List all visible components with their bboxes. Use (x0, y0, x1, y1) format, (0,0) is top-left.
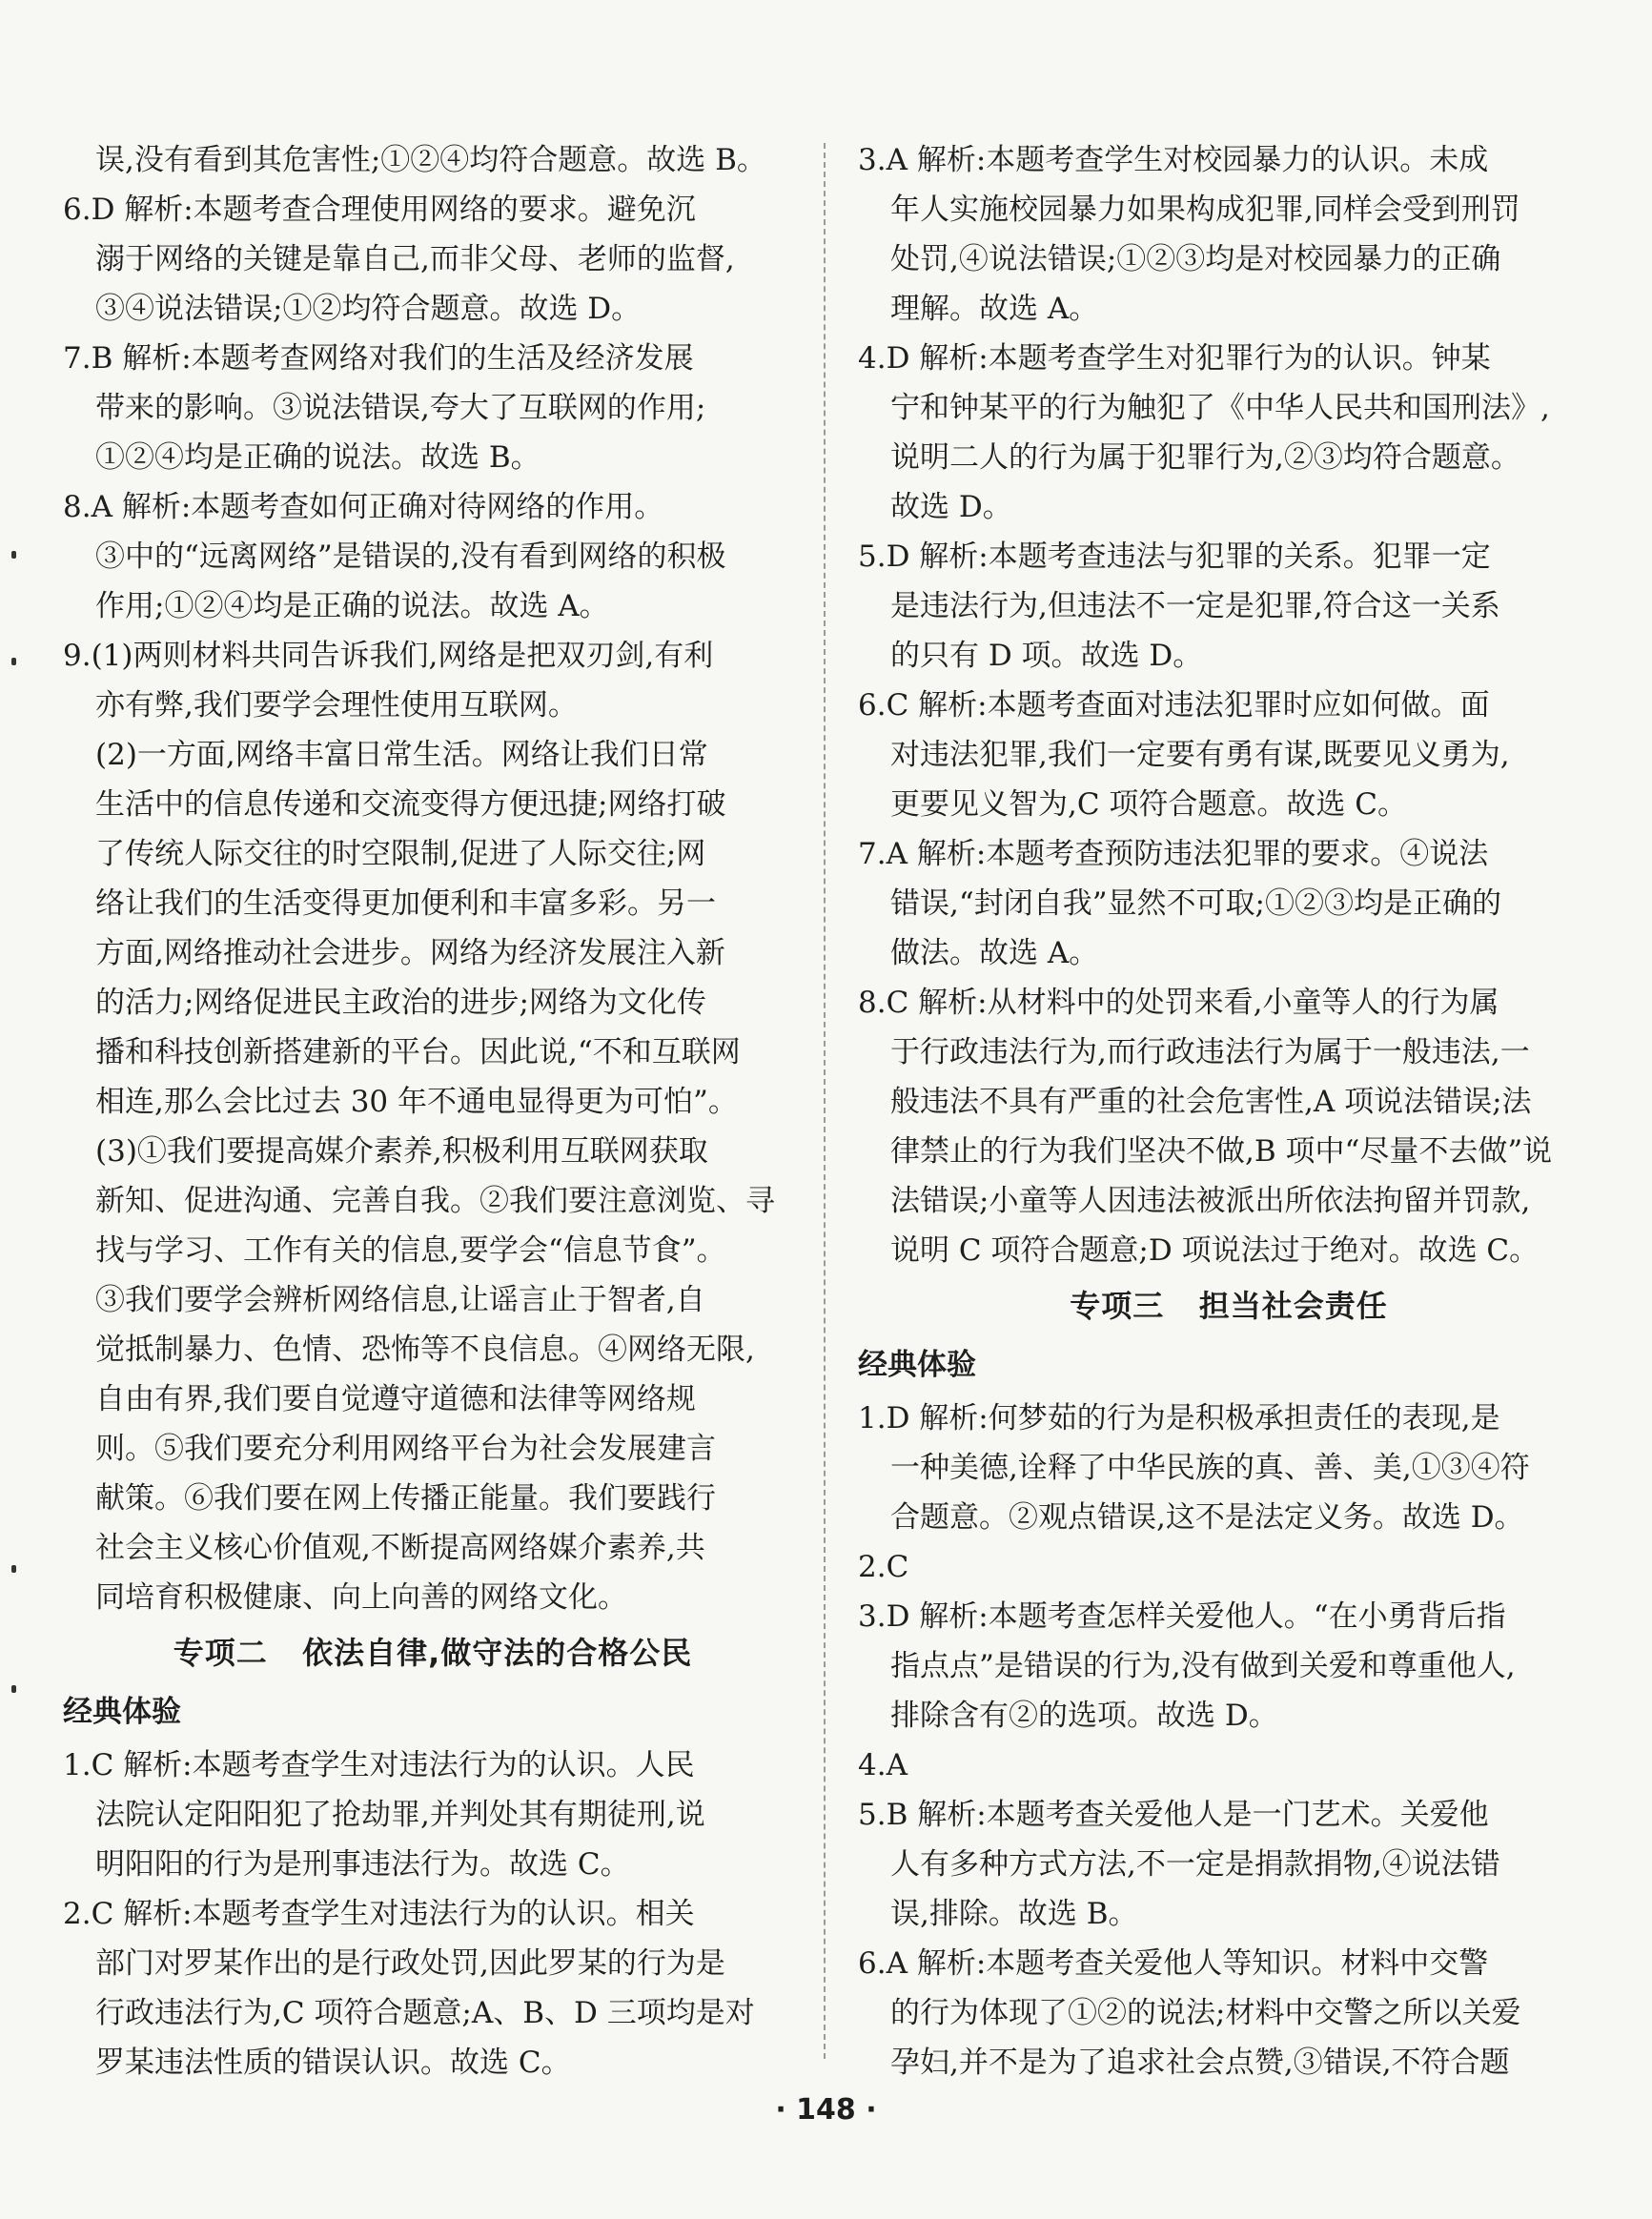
answer-item-line: 3.D 解析:本题考查怎样关爱他人。“在小勇背后指 (858, 1599, 1506, 1634)
answer-item-line: 1.D 解析:何梦茹的行为是积极承担责任的表现,是 (858, 1401, 1500, 1435)
answer-continuation-line: 误,排除。故选 B。 (890, 1897, 1138, 1931)
answer-continuation-line: 错误,“封闭自我”显然不可取;①②③均是正确的 (890, 886, 1501, 921)
answer-item-line: 8.A 解析:本题考查如何正确对待网络的作用。 (63, 490, 664, 524)
answer-continuation-line: (3)①我们要提高媒介素养,积极利用互联网获取 (95, 1134, 708, 1169)
answer-continuation-line: ③中的“远离网络”是错误的,没有看到网络的积极 (95, 539, 726, 574)
answer-continuation-line: 觉抵制暴力、色情、恐怖等不良信息。④网络无限, (95, 1333, 755, 1367)
answer-continuation-line: 法错误;小童等人因违法被派出所依法拘留并罚款, (890, 1184, 1531, 1218)
answer-continuation-line: 理解。故选 A。 (890, 292, 1099, 326)
answer-item-line: 6.A 解析:本题考查关爱他人等知识。材料中交警 (858, 1946, 1489, 1981)
answer-continuation-line: 找与学习、工作有关的信息,要学会“信息节食”。 (95, 1233, 726, 1268)
answer-item-line: 1.C 解析:本题考查学生对违法行为的认识。人民 (63, 1748, 695, 1782)
answer-continuation-line: 自由有界,我们要自觉遵守道德和法律等网络规 (95, 1382, 696, 1416)
answer-item-line: 5.B 解析:本题考查关爱他人是一门艺术。关爱他 (858, 1798, 1489, 1832)
answer-continuation-line: 于行政违法行为,而行政违法行为属于一般违法,一 (890, 1035, 1530, 1069)
answer-continuation-line: 罗某违法性质的错误认识。故选 C。 (95, 2046, 571, 2080)
answer-continuation-line: 行政违法行为,C 项符合题意;A、B、D 三项均是对 (95, 1996, 755, 2030)
answer-continuation-line: 律禁止的行为我们坚决不做,B 项中“尽量不去做”说 (890, 1134, 1553, 1169)
answer-continuation-line: 宁和钟某平的行为触犯了《中华人民共和国刑法》, (890, 391, 1550, 425)
answer-continuation-line: 溺于网络的关键是靠自己,而非父母、老师的监督, (95, 242, 735, 276)
answer-continuation-line: 更要见义智为,C 项符合题意。故选 C。 (890, 787, 1407, 822)
answer-continuation-line: 孕妇,并不是为了追求社会点赞,③错误,不符合题 (890, 2046, 1510, 2080)
answer-item-line: 2.C (858, 1550, 909, 1584)
answer-continuation-line: 人有多种方式方法,不一定是捐款捐物,④说法错 (890, 1847, 1500, 1882)
answer-continuation-line: (2)一方面,网络丰富日常生活。网络让我们日常 (95, 738, 708, 772)
answer-continuation-line: 明阳阳的行为是刑事违法行为。故选 C。 (95, 1847, 630, 1882)
margin-mark (11, 551, 16, 559)
answer-continuation-line: 说明 C 项符合题意;D 项说法过于绝对。故选 C。 (890, 1233, 1540, 1268)
answer-continuation-line: 新知、促进沟通、完善自我。②我们要注意浏览、寻 (95, 1184, 775, 1218)
answer-continuation-line: 播和科技创新搭建新的平台。因此说,“不和互联网 (95, 1035, 741, 1069)
answer-continuation-line: ①②④均是正确的说法。故选 B。 (95, 440, 540, 475)
answer-continuation-line: 生活中的信息传递和交流变得方便迅捷;网络打破 (95, 787, 726, 822)
answer-continuation-line: 献策。⑥我们要在网上传播正能量。我们要践行 (95, 1481, 716, 1516)
answer-continuation-line: 一种美德,诠释了中华民族的真、善、美,①③④符 (890, 1451, 1530, 1485)
answer-continuation-line: 方面,网络推动社会进步。网络为经济发展注入新 (95, 936, 725, 970)
answer-continuation-line: ③④说法错误;①②均符合题意。故选 D。 (95, 292, 642, 326)
answer-continuation-line: 排除含有②的选项。故选 D。 (890, 1699, 1278, 1733)
answer-item-line: 7.A 解析:本题考查预防违法犯罪的要求。④说法 (858, 837, 1489, 871)
answer-continuation-line: 了传统人际交往的时空限制,促进了人际交往;网 (95, 837, 706, 871)
answer-continuation-line: 年人实施校园暴力如果构成犯罪,同样会受到刑罚 (890, 193, 1520, 227)
answer-continuation-line: 的行为体现了①②的说法;材料中交警之所以关爱 (890, 1996, 1521, 2030)
answer-item-line: 4.A (858, 1748, 908, 1782)
answer-continuation-line: 合题意。②观点错误,这不是法定义务。故选 D。 (890, 1500, 1524, 1535)
answer-continuation-line: 做法。故选 A。 (890, 936, 1099, 970)
answer-continuation-line: 是违法行为,但违法不一定是犯罪,符合这一关系 (890, 589, 1500, 623)
answer-continuation-line: 故选 D。 (890, 490, 1012, 524)
section-heading: 专项三 担当社会责任 (1070, 1288, 1388, 1324)
section-heading: 专项二 依法自律,做守法的合格公民 (173, 1635, 693, 1671)
answer-continuation-line: 带来的影响。③说法错误,夸大了互联网的作用; (95, 391, 706, 425)
answer-continuation-line: 社会主义核心价值观,不断提高网络媒介素养,共 (95, 1531, 705, 1565)
margin-mark (11, 658, 16, 665)
answer-continuation-line: 法院认定阳阳犯了抢劫罪,并判处其有期徒刑,说 (95, 1798, 705, 1832)
right-column (858, 135, 1600, 2087)
section-subheading: 经典体验 (858, 1348, 976, 1382)
answer-continuation-line: 部门对罗某作出的是行政处罚,因此罗某的行为是 (95, 1946, 725, 1981)
answer-item-line: 6.C 解析:本题考查面对违法犯罪时应如何做。面 (858, 688, 1490, 723)
answer-item-line: 6.D 解析:本题考查合理使用网络的要求。避免沉 (63, 193, 696, 227)
answer-continuation-line: 络让我们的生活变得更加便利和丰富多彩。另一 (95, 886, 716, 921)
answer-item-line: 3.A 解析:本题考查学生对校园暴力的认识。未成 (858, 143, 1489, 177)
answer-item-line: 4.D 解析:本题考查学生对犯罪行为的认识。钟某 (858, 341, 1491, 376)
answer-continuation-line: 则。⑤我们要充分利用网络平台为社会发展建言 (95, 1432, 716, 1466)
answer-continuation-line: 误,没有看到其危害性;①②④均符合题意。故选 B。 (95, 143, 766, 177)
answer-continuation-line: 的只有 D 项。故选 D。 (890, 639, 1203, 673)
left-column (63, 135, 803, 2087)
margin-mark (11, 1685, 16, 1693)
answer-continuation-line: ③我们要学会辨析网络信息,让谣言止于智者,自 (95, 1283, 705, 1317)
answer-item-line: 7.B 解析:本题考查网络对我们的生活及经济发展 (63, 341, 694, 376)
answer-continuation-line: 亦有弊,我们要学会理性使用互联网。 (95, 688, 578, 723)
answer-continuation-line: 处罚,④说法错误;①②③均是对校园暴力的正确 (890, 242, 1501, 276)
answer-continuation-line: 同培育积极健康、向上向善的网络文化。 (95, 1580, 627, 1615)
answer-item-line: 2.C 解析:本题考查学生对违法行为的认识。相关 (63, 1897, 695, 1931)
margin-mark (11, 1565, 16, 1573)
answer-item-line: 5.D 解析:本题考查违法与犯罪的关系。犯罪一定 (858, 539, 1491, 574)
answer-continuation-line: 对违法犯罪,我们一定要有勇有谋,既要见义勇为, (890, 738, 1510, 772)
answer-continuation-line: 相连,那么会比过去 30 年不通电显得更为可怕”。 (95, 1085, 738, 1119)
answer-continuation-line: 的活力;网络促进民主政治的进步;网络为文化传 (95, 986, 706, 1020)
page-number: · 148 · (775, 2093, 877, 2127)
answer-item-line: 9.(1)两则材料共同告诉我们,网络是把双刃剑,有利 (63, 639, 714, 673)
answer-continuation-line: 说明二人的行为属于犯罪行为,②③均符合题意。 (890, 440, 1520, 475)
answer-continuation-line: 般违法不具有严重的社会危害性,A 项说法错误;法 (890, 1085, 1532, 1119)
answer-continuation-line: 指点点”是错误的行为,没有做到关爱和尊重他人, (890, 1649, 1516, 1683)
section-subheading: 经典体验 (63, 1695, 181, 1729)
answer-continuation-line: 作用;①②④均是正确的说法。故选 A。 (95, 589, 609, 623)
column-divider (824, 143, 826, 2059)
answer-item-line: 8.C 解析:从材料中的处罚来看,小童等人的行为属 (858, 986, 1499, 1020)
